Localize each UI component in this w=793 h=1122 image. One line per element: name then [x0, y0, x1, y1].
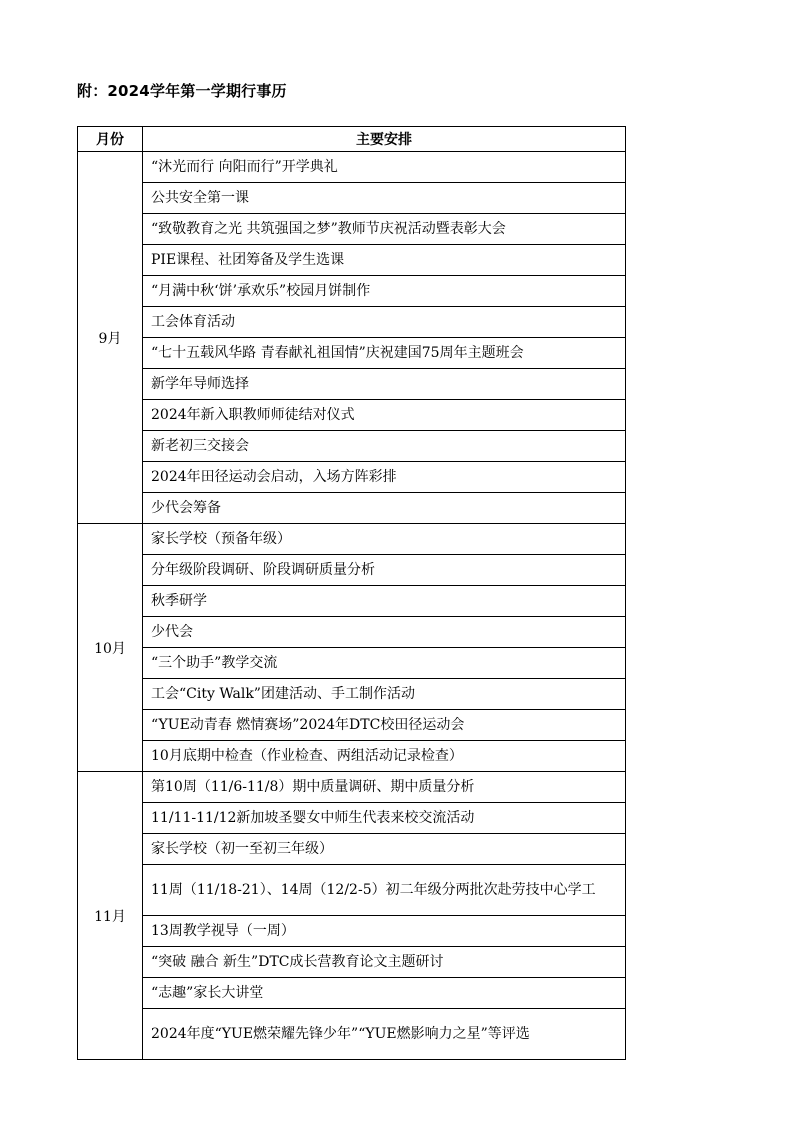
header-row	[78, 127, 626, 152]
event-cell: 分年级阶段调研、阶段调研质量分析	[143, 555, 626, 586]
document-title: 附：2024学年第一学期行事历	[77, 82, 287, 100]
table-row	[78, 400, 626, 431]
event-cell: “沐光而行 向阳而行”开学典礼	[143, 152, 626, 183]
event-cell: 10月底期中检查（作业检查、两组活动记录检查）	[143, 741, 626, 772]
month-cell: 11月	[78, 772, 143, 1060]
table-row	[78, 214, 626, 245]
month-cell: 10月	[78, 524, 143, 772]
event-cell: PIE课程、社团筹备及学生选课	[143, 245, 626, 276]
month-cell: 9月	[78, 152, 143, 524]
event-cell: 11周（11/18-21）、14周（12/2-5）初二年级分两批次赴劳技中心学工	[143, 865, 626, 916]
event-cell: 家长学校（初一至初三年级）	[143, 834, 626, 865]
table-row	[78, 916, 626, 947]
table-row	[78, 617, 626, 648]
event-cell: 2024年度“YUE燃荣耀先锋少年”“YUE燃影响力之星”等评选	[143, 1009, 626, 1060]
event-cell: “月满中秋‘饼’承欢乐”校园月饼制作	[143, 276, 626, 307]
table-row	[78, 493, 626, 524]
event-cell: “致敬教育之光 共筑强国之梦”教师节庆祝活动暨表彰大会	[143, 214, 626, 245]
table-row	[78, 803, 626, 834]
table-row	[78, 679, 626, 710]
table-row	[78, 152, 626, 183]
event-cell: 新老初三交接会	[143, 431, 626, 462]
table-row	[78, 431, 626, 462]
table-row	[78, 947, 626, 978]
table-row	[78, 834, 626, 865]
table-row	[78, 772, 626, 803]
event-cell: 2024年田径运动会启动，入场方阵彩排	[143, 462, 626, 493]
event-cell: 工会“City Walk”团建活动、手工制作活动	[143, 679, 626, 710]
event-cell: 11/11-11/12新加坡圣婴女中师生代表来校交流活动	[143, 803, 626, 834]
schedule-table	[77, 126, 626, 1060]
event-cell: “突破 融合 新生”DTC成长营教育论文主题研讨	[143, 947, 626, 978]
event-cell: 新学年导师选择	[143, 369, 626, 400]
event-cell: 公共安全第一课	[143, 183, 626, 214]
event-cell: “志趣”家长大讲堂	[143, 978, 626, 1009]
event-cell: 13周教学视导（一周）	[143, 916, 626, 947]
table-row	[78, 183, 626, 214]
header-arrangement: 主要安排	[143, 127, 626, 152]
table-row	[78, 307, 626, 338]
event-cell: “三个助手”教学交流	[143, 648, 626, 679]
table-row	[78, 1009, 626, 1060]
table-row	[78, 978, 626, 1009]
table-row	[78, 586, 626, 617]
event-cell: 少代会	[143, 617, 626, 648]
table-row	[78, 369, 626, 400]
event-cell: 家长学校（预备年级）	[143, 524, 626, 555]
table-body	[78, 152, 626, 1060]
table-row	[78, 710, 626, 741]
table-row	[78, 462, 626, 493]
table-row	[78, 555, 626, 586]
table-row	[78, 245, 626, 276]
header-month: 月份	[78, 127, 143, 152]
event-cell: 第10周（11/6-11/8）期中质量调研、期中质量分析	[143, 772, 626, 803]
event-cell: “七十五载风华路 青春献礼祖国情”庆祝建国75周年主题班会	[143, 338, 626, 369]
event-cell: 2024年新入职教师师徒结对仪式	[143, 400, 626, 431]
table-row	[78, 338, 626, 369]
table-header	[78, 127, 626, 152]
event-cell: 少代会筹备	[143, 493, 626, 524]
table-row	[78, 865, 626, 916]
table-row	[78, 648, 626, 679]
table-row	[78, 276, 626, 307]
event-cell: “YUE动青春 燃情赛场”2024年DTC校田径运动会	[143, 710, 626, 741]
event-cell: 工会体育活动	[143, 307, 626, 338]
table-row	[78, 524, 626, 555]
table-row	[78, 741, 626, 772]
event-cell: 秋季研学	[143, 586, 626, 617]
